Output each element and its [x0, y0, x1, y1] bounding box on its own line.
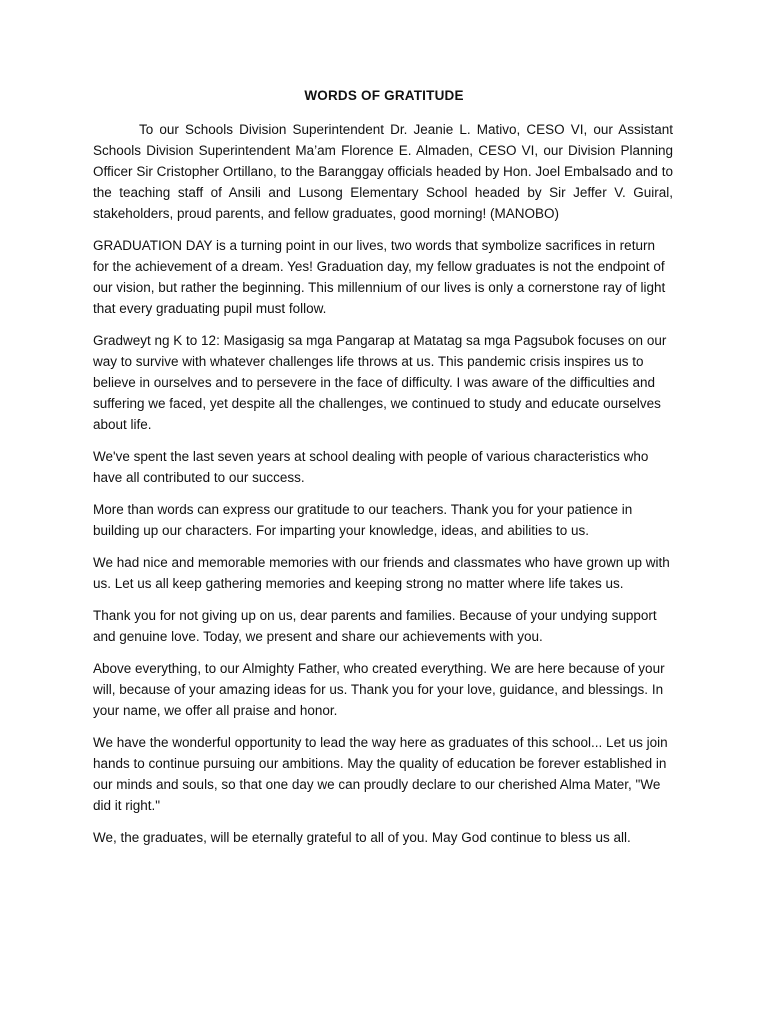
paragraph-theme: Gradweyt ng K to 12: Masigasig sa mga Pangarap at Matatag sa mga Pagsubok focuses on our way to survive with whatever challenges life throws at us. This pandemic crisis inspires us to believe in ourselves and to persevere in the face of difficulty. I was aware of the difficulties and suffering we faced, yet despite all the challenges, we continued to study and educate ourselves about life.	[93, 333, 667, 432]
paragraph-seven-years: We've spent the last seven years at school dealing with people of various characteristics who have all contributed to our success.	[93, 449, 649, 485]
paragraph-closing: We, the graduates, will be eternally grateful to all of you. May God continue to bless us all.	[93, 830, 631, 845]
paragraph-salutation: To our Schools Division Superintendent Dr. Jeanie L. Mativo, CESO VI, our Assistant Schools Division Superintendent Ma’am Florence E. Almaden, CESO VI, our Division Planning Officer Sir Cristopher Ortillano, to the Baranggay officials headed by Hon. Joel Embalsado and to the teaching staff of Ansili and Lusong Elementary School headed by Sir Jeffer V. Guiral, stakeholders, proud parents, and fellow graduates, good morning! (MANOBO)	[93, 122, 673, 221]
paragraph-graduation-day: GRADUATION DAY is a turning point in our lives, two words that symbolize sacrifices in return for the achievement of a dream. Yes! Graduation day, my fellow graduates is not the endpoint of our vision, but rather the beginning. This millennium of our lives is only a cornerstone ray of light that every graduating pupil must follow.	[93, 238, 666, 316]
document-title: WORDS OF GRATITUDE	[304, 88, 464, 103]
document-body	[93, 119, 673, 859]
paragraph-teachers: More than words can express our gratitude to our teachers. Thank you for your patience in building up our characters. For imparting your knowledge, ideas, and abilities to us.	[93, 502, 633, 538]
paragraph-parents: Thank you for not giving up on us, dear parents and families. Because of your undying support and genuine love. Today, we present and share our achievements with you.	[93, 608, 657, 644]
paragraph-almighty-father: Above everything, to our Almighty Father, who created everything. We are here because of your will, because of your amazing ideas for us. Thank you for your love, guidance, and blessings. In your name, we offer all praise and honor.	[93, 661, 665, 718]
paragraph-friends: We had nice and memorable memories with our friends and classmates who have grown up with us. Let us all keep gathering memories and keeping strong no matter where life takes us.	[93, 555, 670, 591]
paragraph-opportunity: We have the wonderful opportunity to lead the way here as graduates of this school... Let us join hands to continue pursuing our ambitions. May the quality of education be forever established in our minds and souls, so that one day we can proudly declare to our cherished Alma Mater, "We did it right."	[93, 735, 668, 813]
